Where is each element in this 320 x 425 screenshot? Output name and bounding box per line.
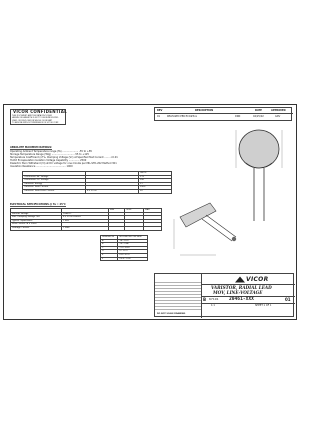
- rev-header-approved: APPROVED: [271, 109, 286, 112]
- table-cell: Typical Capacitance: [11, 219, 62, 223]
- table-cell: 5 (.197): [118, 250, 148, 254]
- title-block: [154, 273, 294, 317]
- table-cell: [109, 226, 125, 230]
- rev-row-description: RELEASED PER ECO#3xx: [167, 115, 198, 118]
- varistor-body-front: [180, 203, 216, 227]
- elec-spec-table: [10, 208, 162, 231]
- table-cell: 50: [139, 189, 172, 193]
- table-cell: [144, 226, 162, 230]
- table-cell: E: [101, 253, 118, 257]
- table-cell: 25.4 (1.00): [118, 257, 148, 261]
- varistor-side-view: [232, 125, 286, 225]
- table-cell: 19 (.748): [118, 243, 148, 247]
- title-block-left: [155, 274, 202, 318]
- rev-row-rev: 01: [157, 115, 161, 118]
- abs-max-line: Insulation Resistance ....................................... 1000: [10, 165, 73, 168]
- confidential-notice-1: THIS DOCUMENT AND THE DATA DISCLOSED: [12, 115, 52, 117]
- lead-front-2: [202, 219, 232, 241]
- table-cell: D: [101, 250, 118, 254]
- table-cell: Transient: Peak Current: [23, 186, 86, 190]
- varistor-front-view: [170, 197, 240, 277]
- lead-front-1: [206, 215, 236, 237]
- table-cell: MIN: [109, 209, 125, 213]
- table-row: [11, 226, 162, 230]
- varistor-disc: [239, 130, 279, 168]
- table-cell: Transient: Energy: [23, 182, 86, 186]
- table-cell: F: [101, 257, 118, 261]
- abs-max-line: Operating Ambient Temperature range (Ta) ..................... -55 to +85: [10, 150, 92, 153]
- table-cell: 7.5 (.295): [118, 246, 148, 250]
- vicor-logo: [235, 276, 269, 283]
- table-cell: 2500: [139, 186, 172, 190]
- table-cell: Peak Current (8 x 20us): [11, 223, 62, 227]
- abs-max-line: Storage Temperature Range (Tstg) ............................. -55 to +125: [10, 153, 89, 156]
- rev-header-description: DESCRIPTION: [195, 109, 214, 112]
- table-cell: B: [101, 243, 118, 247]
- table-cell: 21: [139, 182, 172, 186]
- table-cell: Continuous: AC Voltage: [23, 175, 86, 179]
- abs-max-list: [10, 150, 160, 168]
- rev-row-date: 04/25/02: [253, 115, 264, 118]
- cage-code: 67191: [209, 297, 219, 301]
- confidential-notice-4: TO ANYONE WITHOUT PERMISSION OF VICOR CORP.: [12, 121, 59, 124]
- rev-header-date: DATE: [255, 109, 262, 112]
- confidential-notice-2: HEREIN OR HEREWITH IS NOT TO BE REPRODUCED,: [12, 117, 59, 120]
- table-cell: MILLIMETER (INCHES): [118, 236, 148, 240]
- do-not-scale-note: DO NOT SCALE DRAWING: [157, 313, 186, 315]
- abs-max-line: Hi-Pot Encapsulation Isolation Voltage Capability .............. 2500: [10, 159, 87, 162]
- table-cell: UNITS: [139, 172, 172, 176]
- document-number: 20461-XXX: [229, 297, 254, 302]
- drawing-title-line-2: MOV, LINE-VOLTAGE: [213, 290, 263, 295]
- lead-end: [232, 237, 236, 241]
- table-row: [23, 189, 172, 193]
- table-cell: Varistor Voltage: [11, 212, 62, 216]
- sheet-value: SHEET 1 OF 1: [255, 304, 272, 307]
- rev-row-approved: GDV: [275, 115, 281, 118]
- table-cell: 1mA DC: [62, 212, 109, 216]
- table-cell: DIMENSION: [101, 236, 118, 240]
- table-cell: Leakage Current: [11, 226, 62, 230]
- scale-value: 1:1: [211, 304, 215, 307]
- revision-block: [154, 107, 292, 121]
- size-code: B: [203, 297, 207, 302]
- drawing-title-line-1: VARISTOR, RADIAL LEAD: [211, 285, 272, 290]
- table-cell: 14 (.551): [118, 239, 148, 243]
- table-cell: A: [101, 239, 118, 243]
- table-cell: 8 x 20 us: [86, 189, 139, 193]
- table-cell: 275: [139, 175, 172, 179]
- table-cell: [125, 226, 144, 230]
- abs-max-line: Temperature Coefficient (of Vₙ Clamping Voltage (Vc) at Specified Test Current ....... <0.01: [10, 156, 118, 159]
- ratings-table: [22, 171, 172, 194]
- confidential-block: [10, 109, 66, 125]
- title-block-grid: [155, 280, 201, 310]
- table-cell: C: [101, 246, 118, 250]
- dimensions-table: [100, 235, 148, 261]
- rev-row-by: DRN: [235, 115, 241, 118]
- table-cell: 350: [139, 179, 172, 183]
- vicor-logo-text: VICOR: [246, 276, 269, 283]
- rev-header-rev: REV: [157, 109, 163, 112]
- elec-spec-title: ELECTRICAL SPECIFICATIONS @ Ta = 25°C: [10, 203, 66, 206]
- table-cell: 1 MHz: [62, 226, 109, 230]
- drawing-sheet: [3, 104, 297, 320]
- table-row: [101, 236, 148, 240]
- vicor-logo-mark: [235, 276, 245, 283]
- table-cell: 8 x 20 us current: [62, 216, 109, 220]
- table-cell: NOM: [125, 209, 144, 213]
- table-cell: 0.8 (.031): [118, 253, 148, 257]
- confidential-notice-3: USED, OR DISCLOSED IN WHOLE OR IN PART: [12, 119, 53, 122]
- confidential-title: VICOR CONFIDENTIAL: [13, 109, 67, 114]
- table-cell: 1 kHz: [62, 219, 109, 223]
- abs-max-line: Dielectric Burn Withstand (Vi) at DC voltage for one minute per MIL-STD-202 Method 301: [10, 162, 117, 165]
- abs-max-title: ABSOLUTE MAXIMUM RATINGS:: [10, 146, 53, 149]
- table-row: [101, 257, 148, 261]
- document-rev: 01: [285, 297, 291, 302]
- table-cell: Max Clamping Voltage (Vc): [11, 216, 62, 220]
- title-divider: [201, 303, 295, 304]
- rev-divider: [155, 113, 293, 114]
- table-cell: Continuous: DC Voltage: [23, 179, 86, 183]
- table-cell: MAX: [144, 209, 162, 213]
- table-cell: Transient: Peak Pulse Current: [23, 189, 86, 193]
